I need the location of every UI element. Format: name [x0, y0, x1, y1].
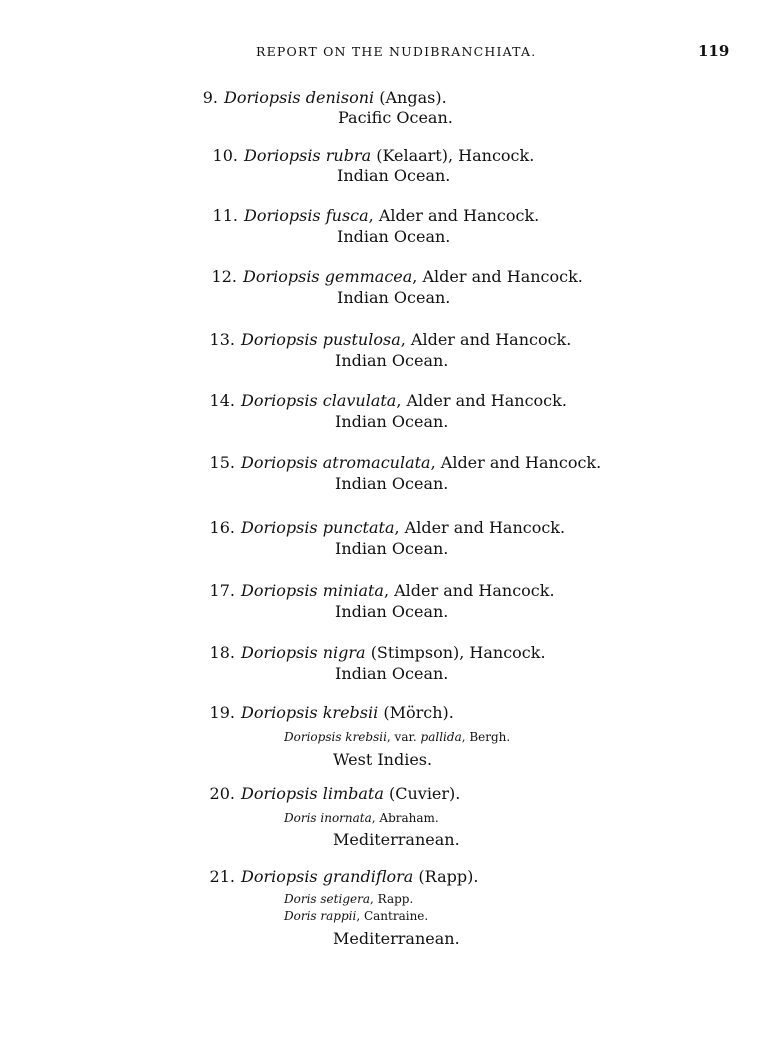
synonym-line — [284, 730, 510, 744]
species-line — [197, 267, 583, 286]
genus: Doriopsis — [224, 88, 301, 107]
species: denisoni — [305, 88, 375, 107]
authority: , Alder and Hancock. — [412, 267, 583, 286]
species: fusca — [325, 206, 369, 225]
entry-number: 14. — [209, 391, 235, 410]
species: grandiflora — [322, 867, 414, 886]
genus: Doriopsis — [244, 206, 321, 225]
species-line — [195, 581, 555, 600]
authority: (Angas). — [379, 88, 447, 107]
species: gemmacea — [324, 267, 413, 286]
entry-number: 11. — [212, 206, 238, 225]
synonym-name: Doris inornata — [284, 811, 372, 825]
species: nigra — [322, 643, 366, 662]
genus: Doriopsis — [241, 703, 318, 722]
locality: West Indies. — [333, 750, 433, 769]
locality: Indian Ocean. — [337, 166, 451, 185]
species: krebsii — [322, 703, 379, 722]
authority: , Alder and Hancock. — [430, 453, 602, 472]
species-line — [198, 206, 539, 225]
locality: Indian Ocean. — [337, 288, 451, 307]
species-line — [195, 703, 454, 722]
species: miniata — [322, 581, 384, 600]
species: atromaculata — [322, 453, 431, 472]
synonym-text: , Cantraine. — [356, 909, 429, 923]
page-number: 119 — [698, 42, 730, 60]
authority: (Stimpson), Hancock. — [370, 643, 546, 662]
species: pustulosa — [322, 330, 401, 349]
synonym-line — [284, 811, 439, 825]
authority: , Alder and Hancock. — [396, 391, 567, 410]
synonym-text: , var. — [386, 730, 421, 744]
entry-number: 20. — [209, 784, 235, 803]
genus: Doriopsis — [241, 330, 318, 349]
authority: (Rapp). — [418, 867, 479, 886]
genus: Doriopsis — [241, 784, 318, 803]
species-line — [198, 146, 534, 165]
genus: Doriopsis — [241, 867, 318, 886]
entry-number: 13. — [209, 330, 235, 349]
entry-number: 18. — [209, 643, 235, 662]
authority: , Alder and Hancock. — [394, 518, 566, 537]
locality: Indian Ocean. — [335, 602, 449, 621]
genus: Doriopsis — [243, 267, 320, 286]
genus: Doriopsis — [241, 643, 318, 662]
synonym-line — [284, 909, 428, 923]
genus: Doriopsis — [241, 391, 318, 410]
entry-number: 17. — [209, 581, 235, 600]
locality: Indian Ocean. — [335, 539, 449, 558]
genus: Doriopsis — [241, 518, 318, 537]
species: clavulata — [322, 391, 397, 410]
authority: (Cuvier). — [388, 784, 461, 803]
authority: , Alder and Hancock. — [400, 330, 572, 349]
locality: Mediterranean. — [333, 830, 460, 849]
species-line — [195, 643, 546, 662]
locality: Mediterranean. — [333, 929, 460, 948]
genus: Doriopsis — [244, 146, 321, 165]
synonym-line — [284, 892, 413, 906]
entry-number: 10. — [212, 146, 238, 165]
synonym-text: , Bergh. — [461, 730, 511, 744]
locality: Indian Ocean. — [337, 227, 451, 246]
synonym-text: , Abraham. — [371, 811, 439, 825]
authority: , Alder and Hancock. — [368, 206, 540, 225]
running-head: REPORT ON THE NUDIBRANCHIATA. — [256, 44, 537, 59]
locality: Indian Ocean. — [335, 351, 449, 370]
species-line — [195, 867, 478, 886]
authority: (Mörch). — [383, 703, 454, 722]
species: limbata — [322, 784, 384, 803]
species-line — [195, 330, 571, 349]
entry-number: 15. — [209, 453, 235, 472]
synonym-name: Doris setigera — [284, 892, 370, 906]
species: rubra — [325, 146, 372, 165]
entry-number: 16. — [209, 518, 235, 537]
locality: Pacific Ocean. — [338, 108, 453, 127]
genus: Doriopsis — [241, 581, 318, 600]
species-line — [195, 453, 601, 472]
entry-number: 12. — [211, 267, 237, 286]
locality: Indian Ocean. — [335, 412, 449, 431]
synonym-name: Doris rappii — [284, 909, 357, 923]
species: punctata — [322, 518, 395, 537]
synonym-name: Doriopsis krebsii — [284, 730, 387, 744]
entry-number: 9. — [202, 88, 218, 107]
species-line — [195, 518, 565, 537]
authority: (Kelaart), Hancock. — [376, 146, 535, 165]
species-line — [195, 784, 460, 803]
genus: Doriopsis — [241, 453, 318, 472]
authority: , Alder and Hancock. — [383, 581, 555, 600]
locality: Indian Ocean. — [335, 664, 449, 683]
entry-number: 19. — [209, 703, 235, 722]
synonym-text: , Rapp. — [370, 892, 414, 906]
species-line — [195, 391, 567, 410]
locality: Indian Ocean. — [335, 474, 449, 493]
species-line — [178, 88, 447, 107]
synonym-name: pallida — [420, 730, 462, 744]
entry-number: 21. — [209, 867, 235, 886]
